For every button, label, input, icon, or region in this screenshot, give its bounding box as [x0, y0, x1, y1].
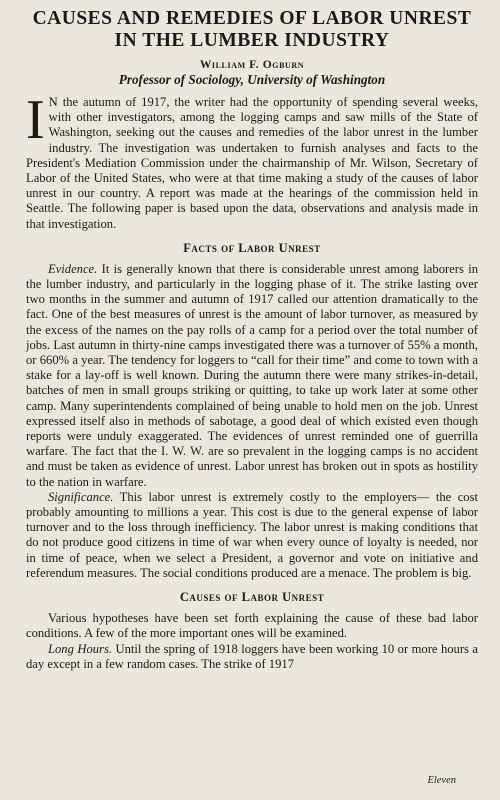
text-long-hours: Until the spring of 1918 loggers have been working 10 or more hours a day except in a few random cases. The strike of 1917 — [26, 641, 479, 671]
paragraph-hypotheses: Various hypotheses have been set forth explaining the cause of these bad labor conditions. A few of the more important ones will be examined. — [26, 611, 478, 641]
intro-paragraph — [26, 89, 478, 232]
paragraph-long-hours — [26, 642, 478, 672]
author-name — [26, 59, 478, 71]
page-number: Eleven — [427, 775, 456, 786]
intro-text: N the autumn of 1917, the writer had the opportunity of spending several weeks, with other investigators, among the logging camps and saw mills of the State of Washington, seeking out the causes and remedies of the labor unrest in the lumber industry. The investigation was undertaken to furnish analyses and facts to the President's Mediation Commission under the chairmanship of Mr. Wilson, Secretary of Labor of the United States, who were at that time making a study of the causes of labor unrest in our country. A report was made at the hearings of the commission held in Seattle. The following paper is based upon the data, observations and analysis made in that investigation. — [26, 95, 478, 231]
paragraph-evidence — [26, 262, 478, 490]
author-name-text: William F. Ogburn — [199, 59, 305, 71]
text-significance: This labor unrest is extremely costly to the employers— the cost probably amounting to millions a year. This cost is due to the general expense of labor turnover and to the loss through inefficiency. The labor unrest is making conditions that do not produce good citizens in time of war when every ounce of loyalty is needed, nor in time of peace, when we select a President, a governor and vote on initiative and referendum measures. The social conditions produced are a menace. The problem is big. — [26, 489, 478, 580]
lead-significance: Significance. — [48, 489, 114, 504]
section-heading-causes: Causes of Labor Unrest — [179, 590, 325, 605]
paragraph-significance — [26, 490, 478, 581]
lead-evidence: Evidence. — [48, 261, 98, 276]
article-title: CAUSES AND REMEDIES OF LABOR UNREST IN THE LUMBER INDUSTRY — [32, 8, 472, 51]
text-evidence: It is generally known that there is considerable unrest among laborers in the lumber industry, and particularly in the logging phase of it. The strike lasting over two months in the summer and autumn of 1917 called our attention dramatically to the fact. One of the best measures of unrest is the amount of labor turnover, as measured by the excess of the names on the pay rolls of a camp for a period over the total number of jobs. Last autumn in thirty-nine camps investigated there was a turnover of 55% a month, or 660% a year. The tendency for loggers to “call for their time” and come to town with a stake for a lay-off is well known. During the autumn there were many strikes-in-detail, batches of men in small groups striking or quitting, to take up work later at some other camp. Many superintendents complained of being unable to hold men on the job. Unrest expressed itself also in methods of sabotage, a good deal of which existed even though reports were unduly exaggerated. The evidences of unrest reminded one of guerrilla warfare. The fact that the I. W. W. are so prevalent in the logging camps is no accident and must be taken as evidence of unrest. Labor unrest has broken out in spots as hostility to the nation in warfare. — [26, 261, 478, 489]
lead-long-hours: Long Hours. — [48, 641, 112, 656]
drop-cap: I — [26, 89, 45, 151]
author-affiliation: Professor of Sociology, University of Washington — [118, 72, 386, 87]
section-heading-facts: Facts of Labor Unrest — [183, 240, 321, 255]
